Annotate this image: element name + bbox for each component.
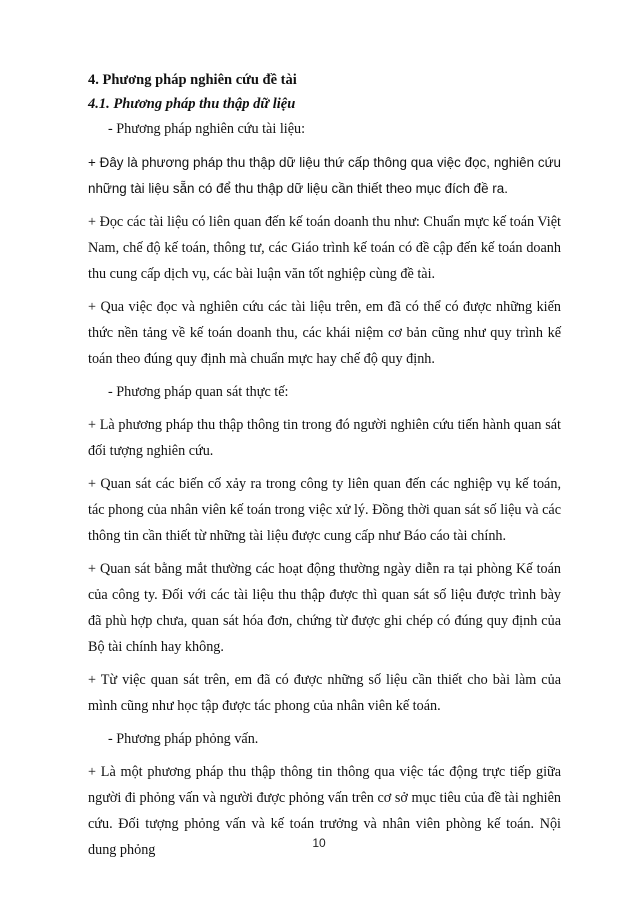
page-number: 10 [312,836,326,850]
paragraph: + Là phương pháp thu thập thông tin trong đó người nghiên cứu tiến hành quan sát đối tượng nghiên cứu. [88,417,561,459]
paragraph: + Đây là phương pháp thu thập dữ liệu thứ cấp thông qua việc đọc, nghiên cứu những tài liệu sẵn có để thu thập dữ liệu cần thiết theo mục đích đề ra. [88,155,561,196]
paragraph: + Quan sát bằng mắt thường các hoạt động thường ngày diễn ra tại phòng Kế toán của công ty. Đối với các tài liệu thu thập được thì quan sát số liệu được trình bày đã phù hợp chưa, quan sát hóa đơn, chứng từ được ghi chép có đúng quy định của Bộ tài chính hay không. [88,561,561,655]
method-heading-literature: - Phương pháp nghiên cứu tài liệu: [108,121,306,137]
paragraph: + Qua việc đọc và nghiên cứu các tài liệu trên, em đã có thể có được những kiến thức nền tảng về kế toán doanh thu, các khái niệm cơ bản cũng như quy trình kế toán theo đúng quy định mà chuẩn mực hay chế độ quy định. [88,299,561,367]
paragraph: + Từ việc quan sát trên, em đã có được những số liệu cần thiết cho bài làm của mình cũng như học tập được tác phong của nhân viên kế toán. [88,672,561,714]
paragraph: + Đọc các tài liệu có liên quan đến kế toán doanh thu như: Chuẩn mực kế toán Việt Nam, chế độ kế toán, thông tư, các Giáo trình kế toán có đề cập đến kế toán doanh thu cung cấp dịch vụ, các bài luận văn tốt nghiệp cùng đề tài. [88,214,561,282]
section-title: 4. Phương pháp nghiên cứu đề tài [88,72,297,88]
paragraph: + Là một phương pháp thu thập thông tin thông qua việc tác động trực tiếp giữa người đi phỏng vấn và người được phỏng vấn trên cơ sở mục tiêu của đề tài nghiên cứu. Đối tượng phỏng vấn và kế toán trưởng và nhân viên phòng kế toán. Nội dung phỏng [88,764,561,858]
page-content [88,70,561,870]
method-heading-observation: - Phương pháp quan sát thực tế: [108,384,289,400]
subsection-title: 4.1. Phương pháp thu thập dữ liệu [88,96,296,112]
method-heading-interview: - Phương pháp phỏng vấn. [108,731,259,747]
paragraph: + Quan sát các biến cố xảy ra trong công ty liên quan đến các nghiệp vụ kế toán, tác phong của nhân viên kế toán trong việc xử lý. Đồng thời quan sát số liệu và các thông tin cần thiết từ những tài liệu được cung cấp như Báo cáo tài chính. [88,476,561,544]
